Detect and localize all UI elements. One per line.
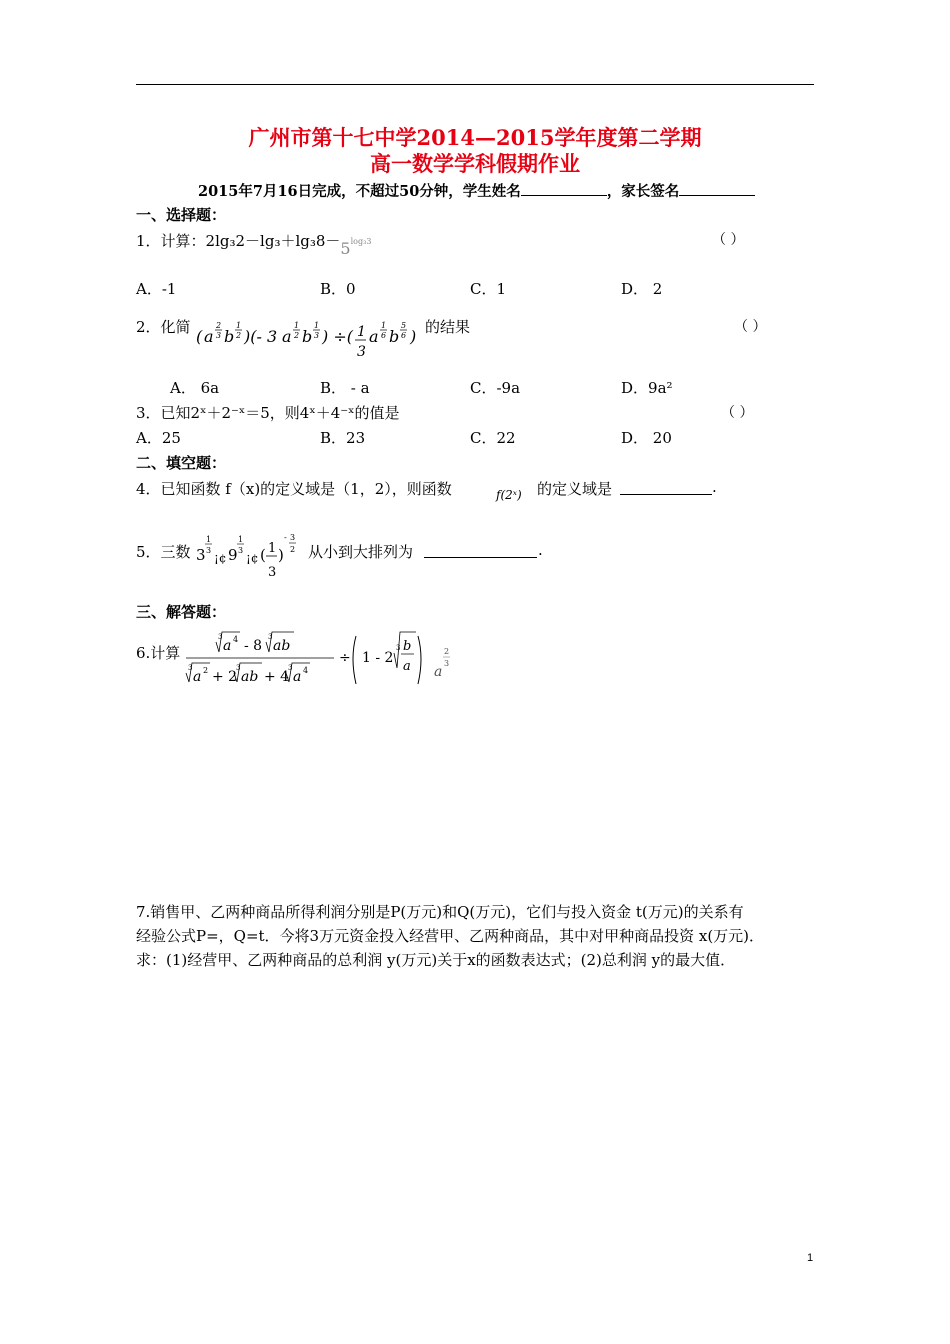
q2-answer-paren: （ ） [734, 319, 767, 335]
svg-text:3: 3 [396, 644, 401, 652]
q5-formula-graphic [194, 530, 306, 586]
svg-text:3: 3 [357, 344, 366, 360]
section-choice-heading: 一、选择题： [136, 206, 227, 224]
info-line [198, 180, 755, 201]
svg-text:3: 3 [218, 633, 223, 641]
q2-option-c: C．-9a [470, 379, 521, 397]
svg-text:¡¢: ¡¢ [246, 551, 259, 565]
q7-line2: 经验公式P=，Q=t．今将3万元资金投入经营甲、乙两种商品，其中对甲种商品投资 x(万元)． [136, 927, 765, 945]
svg-text:a: a [204, 327, 214, 346]
q7-line1: 7.销售甲、乙两种商品所得利润分别是P(万元)和Q(万元)，它们与投入资金 t(万元)的关系有 [136, 903, 744, 921]
svg-text:4: 4 [233, 635, 239, 644]
svg-text:÷: ÷ [339, 650, 351, 666]
svg-text:ab: ab [241, 669, 259, 685]
svg-text:1 - 2: 1 - 2 [362, 650, 394, 666]
q6-expression [186, 628, 462, 696]
svg-text:6: 6 [381, 331, 387, 340]
q6-prefix: 6.计算 [136, 644, 181, 662]
svg-text:3: 3 [188, 664, 193, 672]
q1-stem: 1．计算：2lg₃2－lg₃＋lg₃8－ [136, 232, 341, 250]
svg-text:4: 4 [303, 666, 309, 675]
svg-text:3: 3 [268, 633, 273, 641]
svg-text:- 8: - 8 [244, 638, 263, 654]
q1-option-a: A．-1 [136, 280, 177, 298]
svg-text:)(- 3: )(- 3 [244, 327, 278, 346]
q2-suffix: 的结果 [425, 318, 471, 336]
q5-answer-blank[interactable] [424, 543, 537, 562]
q1-power-base: 5 [340, 239, 351, 258]
svg-text:2: 2 [236, 331, 242, 340]
svg-text:a: a [282, 327, 292, 346]
svg-text:3: 3 [238, 546, 244, 555]
svg-text:+ 4: + 4 [264, 669, 290, 685]
svg-text:+ 2: + 2 [212, 669, 238, 685]
document-title-line2: 高一数学学科假期作业 [370, 151, 580, 176]
svg-text:1: 1 [357, 324, 366, 340]
svg-text:a: a [223, 638, 232, 654]
svg-text:3: 3 [236, 664, 241, 672]
q5-middle: 从小到大排列为 [308, 543, 414, 561]
svg-text:): ) [278, 546, 284, 564]
svg-text:3: 3 [314, 331, 320, 340]
svg-text:3: 3 [206, 546, 212, 555]
svg-text:2: 2 [290, 545, 296, 554]
q1-power-exp: log₃3 [350, 237, 372, 246]
q1-option-b: B．0 [320, 280, 356, 298]
q1-option-c: C．1 [470, 280, 507, 298]
svg-text:b: b [403, 639, 412, 654]
svg-text:2: 2 [203, 666, 209, 675]
q3-answer-paren: （ ） [721, 405, 754, 421]
svg-text:(: ( [196, 327, 203, 346]
svg-text:b: b [302, 327, 313, 346]
svg-text:1: 1 [268, 541, 277, 556]
svg-text:3: 3 [290, 533, 296, 542]
svg-text:2: 2 [216, 321, 222, 330]
q7-line3: 求：(1)经营甲、乙两种商品的总利润 y(万元)关于x的函数表达式；(2)总利润 y的最大值． [136, 951, 736, 969]
q4-answer-blank[interactable] [620, 480, 712, 499]
svg-text:1: 1 [206, 535, 212, 544]
svg-text:ab: ab [273, 638, 291, 654]
svg-text:b: b [389, 327, 400, 346]
q2-formula-graphic [196, 312, 422, 362]
q4-prefix: 4．已知函数 f（x)的定义域是（1，2），则函数 [136, 480, 452, 498]
q3-option-b: B．23 [320, 429, 366, 447]
svg-text:-: - [284, 533, 287, 542]
svg-text:a: a [369, 327, 379, 346]
svg-text:1: 1 [236, 321, 242, 330]
parent-signature-blank[interactable] [679, 181, 755, 196]
q3-option-a: A．25 [136, 429, 181, 447]
svg-text:b: b [224, 327, 235, 346]
q4-suffix: 的定义域是 [537, 480, 613, 498]
q1-option-d: D． 2 [621, 280, 663, 298]
svg-text:3: 3 [444, 659, 450, 668]
document-title-line1: 广州市第十七中学2014—2015学年度第二学期 [248, 125, 702, 150]
student-name-blank[interactable] [521, 181, 607, 196]
page-number: 1 [807, 1252, 814, 1264]
svg-text:3: 3 [288, 664, 293, 672]
q6-formula-graphic [186, 628, 462, 692]
svg-text:): ) [410, 327, 417, 346]
svg-text:1: 1 [381, 321, 387, 330]
svg-text:3: 3 [268, 565, 277, 580]
svg-text:a: a [193, 669, 202, 685]
svg-text:9: 9 [228, 546, 238, 564]
svg-text:1: 1 [238, 535, 244, 544]
q3-stem: 3．已知2ˣ＋2⁻ˣ＝5，则4ˣ＋4⁻ˣ的值是 [136, 404, 400, 422]
q4-end: . [712, 478, 717, 496]
q2-option-b: B． - a [320, 379, 370, 397]
q5-prefix: 5．三数 [136, 543, 191, 561]
q3-option-c: C．22 [470, 429, 516, 447]
q4-func: f(2ˣ) [496, 488, 522, 502]
svg-text:3: 3 [216, 331, 222, 340]
question-1 [136, 230, 372, 258]
q2-expression [196, 312, 422, 366]
q1-answer-paren: （ ） [712, 232, 745, 248]
q5-numbers [194, 530, 306, 590]
q2-option-d: D．9a² [621, 379, 673, 397]
section-solve-heading: 三、解答题： [136, 603, 227, 621]
svg-text:(: ( [260, 546, 266, 564]
q2-option-a: A． 6a [170, 379, 220, 397]
svg-text:a: a [403, 659, 411, 674]
svg-text:¡¢: ¡¢ [214, 551, 227, 565]
q2-prefix: 2．化简 [136, 318, 191, 336]
svg-text:3: 3 [196, 546, 206, 564]
svg-text:1: 1 [314, 321, 320, 330]
svg-text:2: 2 [444, 647, 450, 656]
svg-text:a: a [293, 669, 302, 685]
q3-option-d: D． 20 [621, 429, 672, 447]
section-fill-heading: 二、填空题： [136, 454, 227, 472]
svg-text:1: 1 [294, 321, 300, 330]
svg-text:a: a [434, 664, 443, 680]
info-middle: ，家长签名 [606, 183, 680, 200]
svg-text:2: 2 [294, 331, 300, 340]
q5-end: . [538, 541, 543, 559]
svg-text:6: 6 [401, 331, 407, 340]
svg-text:5: 5 [401, 321, 407, 330]
svg-text:) ÷(: ) ÷( [322, 327, 353, 346]
info-prefix: 2015年7月16日完成，不超过50分钟，学生姓名 [198, 183, 521, 200]
header-rule [136, 84, 814, 85]
